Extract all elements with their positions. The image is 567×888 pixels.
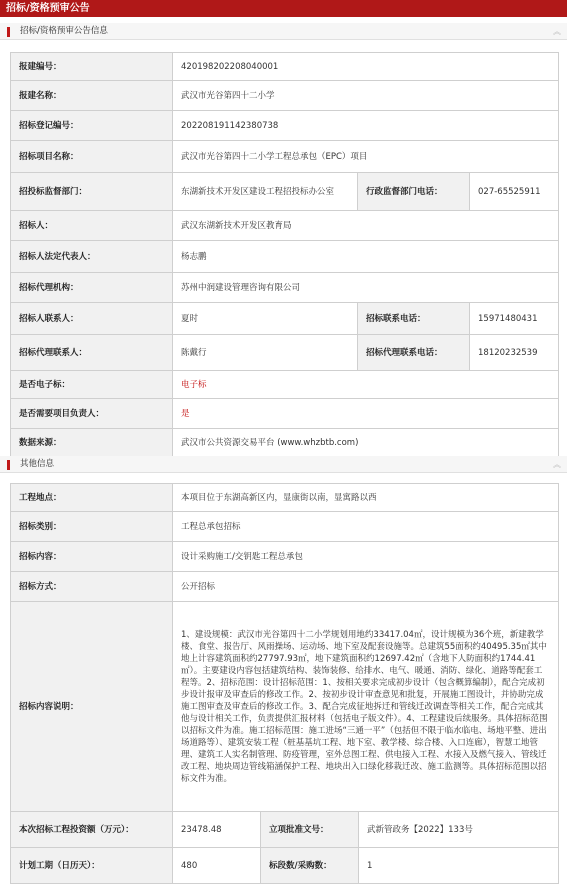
field-value: 电子标 [173,371,559,399]
notice-info-table [10,52,559,458]
table-row [11,211,559,241]
field-value: 480 [173,848,261,884]
field-label: 招标联系电话： [358,303,470,335]
field-label: 是否需要项目负责人： [11,399,173,429]
section-marker-icon [7,27,10,37]
field-label: 报建编号： [11,53,173,81]
other-info-table [10,483,559,884]
field-label: 招标代理机构： [11,273,173,303]
section-title: 招标/资格预审公告信息 [20,26,108,36]
field-label: 是否电子标： [11,371,173,399]
table-row [11,542,559,572]
field-value: 武新管政务【2022】133号 [359,812,559,848]
table-row [11,399,559,429]
field-value: 武汉市光谷第四十二小学工程总承包（EPC）项目 [173,141,559,173]
field-value: 本项目位于东湖高新区内，显康街以南，显寓路以西 [173,484,559,512]
field-label: 招标代理联系人： [11,335,173,371]
table-row [11,241,559,273]
field-value: 202208191142380738 [173,111,559,141]
field-label: 招标内容： [11,542,173,572]
field-value: 苏州中润建设管理咨询有限公司 [173,273,559,303]
field-label: 报建名称： [11,81,173,111]
table-row [11,602,559,812]
field-label: 招标登记编号： [11,111,173,141]
table-row [11,848,559,884]
field-label: 招标代理联系电话： [358,335,470,371]
section-marker-icon [7,460,10,470]
table-row [11,371,559,399]
table-row [11,572,559,602]
collapse-icon[interactable]: ︽ [553,460,561,469]
table-row [11,303,559,335]
field-value: 1、建设规模：武汉市光谷第四十二小学规划用地约33417.04㎡，设计规模为36个班，新建教学楼、食堂、报告厅、风雨操场、运动场、地下室及配套设施等。总建筑55面积约40495.35㎡其中地上计容建筑面积约27797.93㎡，地下建筑面积约12697.42㎡（含地下人防面积约1744.41㎡）。主要建设内容包括建筑结构、装饰装修、给排水、电气、暖通、消防、绿化、道路等配套工程等。2、招标范围：设计招标范围：1、按相关要求完成初步设计（包含概算编制），配合完成初步设计报审及审查后的修改工作。2、按初步设计审查意见和批复，开展施工图设计，并协助完成施工图审查及审查后的修改工作。3、配合完成征地拆迁和管线迁改调查等相关工作，配合完成其他与设计相关工作，负责提供汇报材料（包括电子版文件）。4、工程建设后续服务。具体招标范围以招标文件为准。施工招标范围：施工进场“三通一平”（包括但不限于临水临电、场地平整、进出场道路等）、建筑安装工程（桩基基坑工程、地下室、教学楼、综合楼、入口连廊），智慧工地管理、建筑工人实名制管理、防疫管理，室外总图工程、供电接入工程、水接入及燃气接入、管线迁改工程、地块周边管线箱涵保护工程、地块出入口绿化移栽迁改、施工监测等。具体招标范围以招标文件为准。 [173,602,559,812]
field-value: 是 [173,399,559,429]
table-row [11,484,559,512]
field-value: 武汉东湖新技术开发区教育局 [173,211,559,241]
field-value: 1 [359,848,559,884]
field-value: 东湖新技术开发区建设工程招投标办公室 [173,173,358,211]
table-row [11,429,559,458]
field-value: 武汉市公共资源交易平台 (www.whzbtb.com) [173,429,559,458]
field-value: 15971480431 [470,303,559,335]
page-title: 招标/资格预审公告 [0,0,567,17]
table-row [11,273,559,303]
field-label: 立项批准文号： [261,812,359,848]
section-title: 其他信息 [20,459,55,469]
table-row [11,141,559,173]
field-value: 027-65525911 [470,173,559,211]
field-label: 招标类别： [11,512,173,542]
table-row [11,173,559,211]
field-value: 23478.48 [173,812,261,848]
field-value: 公开招标 [173,572,559,602]
field-label: 招标内容说明： [11,602,173,812]
field-label: 招标人法定代表人： [11,241,173,273]
field-value: 18120232539 [470,335,559,371]
field-value: 设计采购施工/交钥匙工程总承包 [173,542,559,572]
field-label: 数据来源： [11,429,173,458]
table-row [11,335,559,371]
field-label: 招标人： [11,211,173,241]
field-label: 招标方式： [11,572,173,602]
table-row [11,111,559,141]
section-header-other[interactable] [0,456,567,473]
field-label: 招标项目名称： [11,141,173,173]
table-row [11,81,559,111]
field-label: 本次招标工程投资额（万元）： [11,812,173,848]
field-label: 计划工期（日历天）： [11,848,173,884]
field-value: 武汉市光谷第四十二小学 [173,81,559,111]
field-value: 420198202208040001 [173,53,559,81]
field-label: 标段数/采购数： [261,848,359,884]
table-row [11,53,559,81]
table-row [11,812,559,848]
collapse-icon[interactable]: ︽ [553,27,561,36]
field-value: 杨志鹏 [173,241,559,273]
field-label: 行政监督部门电话： [358,173,470,211]
section-header-notice[interactable] [0,23,567,40]
table-row [11,512,559,542]
field-label: 招投标监督部门： [11,173,173,211]
field-label: 招标人联系人： [11,303,173,335]
field-value: 工程总承包招标 [173,512,559,542]
field-value: 陈戴行 [173,335,358,371]
field-label: 工程地点： [11,484,173,512]
field-value: 夏时 [173,303,358,335]
